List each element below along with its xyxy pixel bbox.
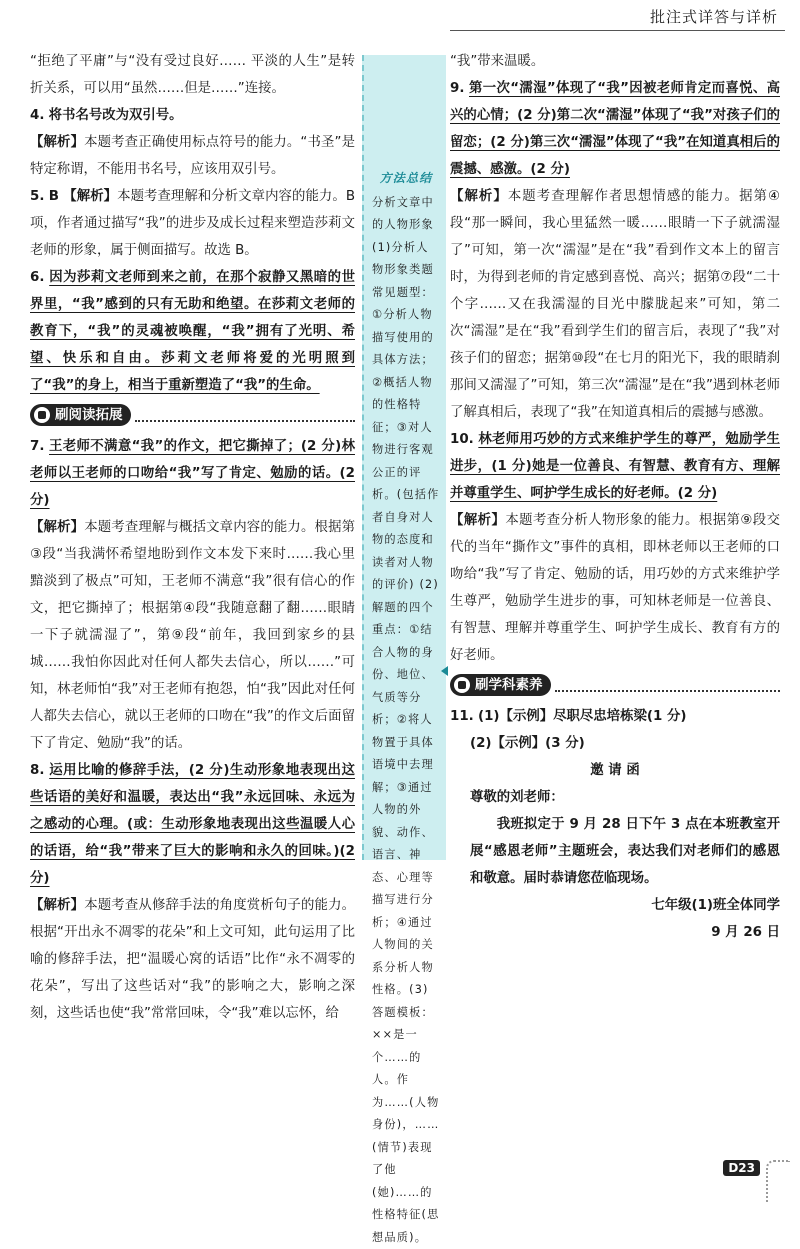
analysis-8: 【解析】本题考查从修辞手法的角度赏析句子的能力。根据“开出永不凋零的花朵”和上文可知，此句运用了比喻的修辞手法，把“温暖心窝的话语”比作“永不凋零的花朵”，写出了这些话对“我”的影响之大，影响之深刻，这些话也使“我”常常回味，令“我”难以忘怀，给 (30, 892, 355, 1027)
sidebar-text: 分析文章中的人物形象 (1)分析人物形象类题常见题型：①分析人物描写使用的具体方法；②概括人物的性格特征；③对人物进行客观公正的评析。(包括作者自身对人物的态度和读者对人物的评价) (2)解题的四个重点：①结合人物的身份、地位、气质等分析；②将人物置于具体语境中去理解；③通过人物的外貌、动作、语言、神态、心理等描写进行分析；④通过人物间的关系分析人物性格。(3)答题模板：××是一个……的人。作为……(人物身份)，……(情节)表现了他(她)……的性格特征(思想品质)。 (372, 192, 440, 1249)
letter-body: 我班拟定于 9 月 28 日下午 3 点在本班教室开展“感恩老师”主题班会，表达我们对老师们的感恩和敬意。届时恭请您莅临现场。 (450, 811, 780, 892)
letter-greeting: 尊敬的刘老师： (450, 784, 780, 811)
right-column (450, 48, 780, 946)
question-10: 10. 林老师用巧妙的方式来维护学生的尊严，勉励学生进步，(1 分)她是一位善良、有智慧、教育有方、理解并尊重学生、呵护学生成长的好老师。(2 分) (450, 426, 780, 507)
question-6: 6. 因为莎莉文老师到来之前，在那个寂静又黑暗的世界里，“我”感到的只有无助和绝望。在莎莉文老师的教育下，“我”的灵魂被唤醒，“我”拥有了光明、希望、快乐和自由。莎莉文老师将爱的光明照到了“我”的身上，相当于重新塑造了“我”的生命。 (30, 264, 355, 399)
paragraph-continued-right: “我”带来温暖。 (450, 48, 780, 75)
question-7: 7. 王老师不满意“我”的作文，把它撕掉了；(2 分)林老师以王老师的口吻给“我”写了肯定、勉励的话。(2 分) (30, 433, 355, 514)
analysis-4: 【解析】本题考查正确使用标点符号的能力。“书圣”是特定称谓，不能用书名号，应该用双引号。 (30, 129, 355, 183)
analysis-7: 【解析】本题考查理解与概括文章内容的能力。根据第③段“当我满怀希望地盼到作文本发下来时……我心里黯淡到了极点”可知，王老师不满意“我”很有信心的作文，把它撕掉了；根据第④段“我随意翻了翻……眼睛一下子就濡湿了”，第⑨段“前年，我回到家乡的县城……我怕你因此对任何人都失去信心，所以……”可知，林老师怕“我”对王老师有抱怨，怕“我”因此对任何人都失去信心，就以王老师的口吻在“我”的作文后面留下了肯定、勉励“我”的话。 (30, 514, 355, 757)
page-number: D23 (723, 1160, 760, 1176)
analysis-10: 【解析】本题考查分析人物形象的能力。根据第⑨段交代的当年“撕作文”事件的真相，即林老师以王老师的口吻给“我”写了肯定、勉励的话，用巧妙的方式来维护学生尊严，勉励学生进步的事，可知林老师是一位善良、有智慧、理解并尊重学生、呵护学生成长、教育有方的好老师。 (450, 507, 780, 669)
section-banner-literacy: 刷学科素养 (450, 671, 780, 699)
header-divider (450, 30, 785, 31)
book-icon (454, 677, 470, 693)
sidebar-title: 方法总结 (372, 167, 440, 190)
question-9: 9. 第一次“濡湿”体现了“我”因被老师肯定而喜悦、高兴的心情；(2 分)第二次“濡湿”体现了“我”对孩子们的留恋；(2 分)第三次“濡湿”体现了“我”在知道真相后的震撼、感激。(2 分) (450, 75, 780, 183)
pointer-arrow-icon (441, 666, 448, 676)
left-column (30, 48, 355, 1027)
question-11-part1: 11. (1)【示例】尽职尽忠培栋梁(1 分) (450, 703, 780, 730)
letter-date: 9 月 26 日 (450, 919, 780, 946)
question-8: 8. 运用比喻的修辞手法，(2 分)生动形象地表现出这些话语的美好和温暖，表达出“我”永远回味、永远为之感动的心理。(或：生动形象地表现出这些温暖人心的话语，给“我”带来了巨大的影响和永久的回味。)(2 分) (30, 757, 355, 892)
section-banner-reading: 刷阅读拓展 (30, 401, 355, 429)
question-5: 5. B 【解析】本题考查理解和分析文章内容的能力。B 项，作者通过描写“我”的进步及成长过程来塑造莎莉文老师的形象，属于侧面描写。故选 B。 (30, 183, 355, 264)
question-11-part2: (2)【示例】(3 分) (450, 730, 780, 757)
method-summary-sidebar (362, 55, 446, 860)
letter-signature: 七年级(1)班全体同学 (450, 892, 780, 919)
book-icon (34, 407, 50, 423)
letter-title: 邀 请 函 (450, 757, 780, 784)
question-4: 4. 将书名号改为双引号。 (30, 102, 355, 129)
page-header: 批注式详答与详析 (650, 6, 778, 27)
analysis-9: 【解析】本题考查理解作者思想情感的能力。据第④段“那一瞬间，我心里猛然一暖……眼睛一下子就濡湿了”可知，第一次“濡湿”是在“我”看到作文本上的留言时，为得到老师的肯定感到喜悦、高兴；据第⑦段“二十个字……又在我濡湿的目光中朦胧起来”可知，第二次“濡湿”是在“我”看到学生们的留言后，表现了“我”对孩子们的留恋；据第⑩段“在七月的阳光下，我的眼睛刹那间又濡湿了”可知，第三次“濡湿”是在“我”遇到林老师了解真相后，表现了“我”在知道真相后的震撼与感激。 (450, 183, 780, 426)
paragraph-continued: “拒绝了平庸”与“没有受过良好…… 平淡的人生”是转折关系，可以用“虽然……但是……”连接。 (30, 48, 355, 102)
corner-decoration (766, 1160, 790, 1202)
